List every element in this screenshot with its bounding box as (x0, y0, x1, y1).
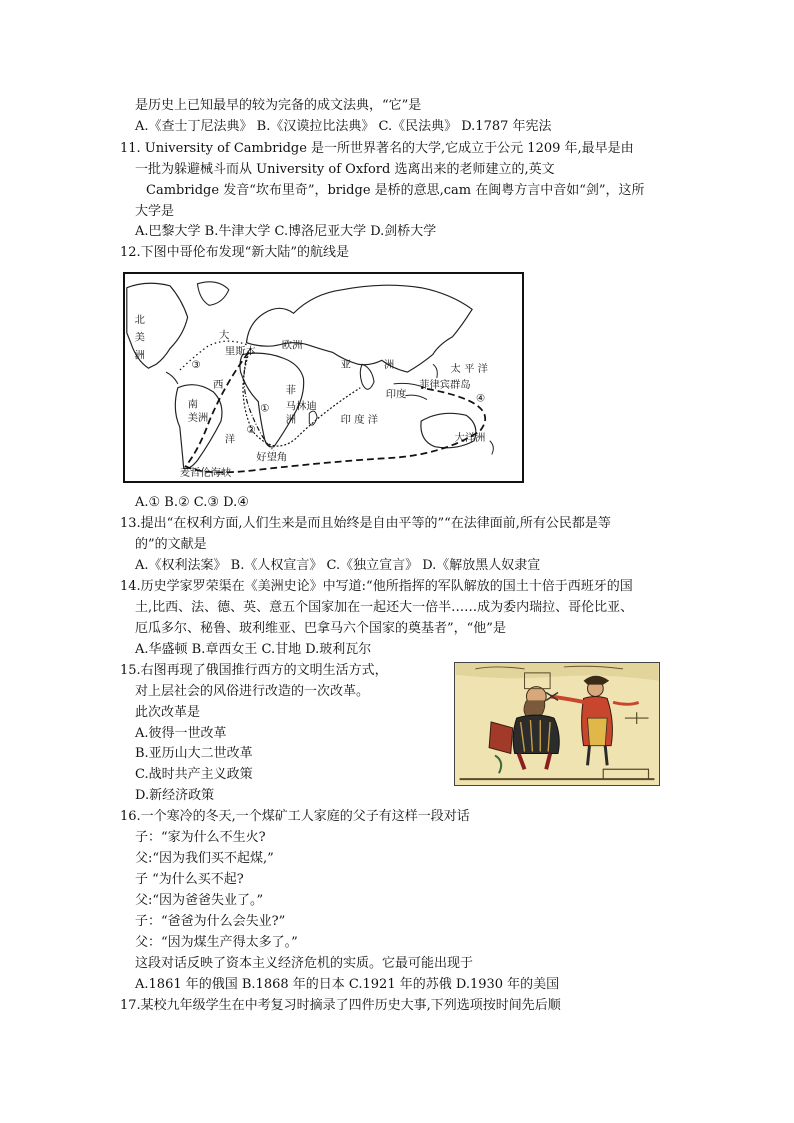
q16-dialog-1: 子：“家为什么不生火? (135, 830, 266, 845)
q17-stem: 17.某校九年级学生在中考复习时摘录了四件历史大事,下列选项按时间先后顺 (120, 998, 561, 1013)
q10-stem-tail: 是历史上已知最早的较为完备的成文法典，“它”是 (135, 98, 422, 113)
map-label-west: 西 (213, 378, 224, 391)
q15-option-b: B.亚历山大二世改革 (135, 746, 253, 761)
map-label-oceania: 大洋洲 (454, 431, 486, 444)
q16-options: A.1861 年的俄国 B.1868 年的日本 C.1921 年的苏俄 D.1930 年的美国 (135, 977, 560, 992)
map-label-yang: 洋 (224, 433, 236, 446)
q15-stem-line2: 对上层社会的风俗进行改造的一次改革。 (135, 684, 370, 699)
map-label-malindi: 马林迪 (285, 400, 317, 413)
q16-dialog-6: 父：“因为煤生产得太多了。” (135, 935, 298, 950)
q16-dialog-5: 子：“爸爸为什么会失业?” (135, 914, 286, 929)
map-label-asia1: 亚 (340, 359, 351, 372)
map-label-zhou: 洲 (285, 414, 297, 427)
map-label-europe: 欧洲 (281, 339, 303, 352)
map-route-1: ① (260, 402, 270, 415)
map-label-america1: 美 (134, 331, 145, 344)
q11-stem-line3: Cambridge 发音“坎布里奇”，bridge 是桥的意思,cam 在闽粤方言中音如“剑”，这所 (146, 183, 645, 198)
map-label-south-america1: 南 (187, 398, 198, 411)
q15-option-a: A.彼得一世改革 (135, 726, 227, 741)
q14-stem-line1: 14.历史学家罗荣渠在《美洲史论》中写道:“他所指挥的军队解放的国土十倍于西班牙的国 (120, 579, 633, 594)
q14-stem-line2: 土,比西、法、德、英、意五个国家加在一起还大一倍半……成为委内瑞拉、哥伦比亚、 (135, 600, 634, 615)
q13-stem-line2: 的”的文献是 (135, 537, 207, 552)
q14-options: A.华盛顿 B.章西女王 C.甘地 D.玻利瓦尔 (135, 642, 372, 657)
map-label-south-america2: 美洲 (187, 412, 209, 425)
map-route-4: ④ (476, 392, 486, 405)
map-label-magellan: 麦哲伦海峡 (179, 467, 232, 480)
q16-dialog-2: 父:“因为我们买不起煤,” (135, 851, 274, 866)
q11-stem-line2: 一批为躲避械斗而从 University of Oxford 选离出来的老师建立的,英文 (135, 162, 555, 177)
q13-stem-line1: 13.提出“在权利方面,人们生来是而且始终是自由平等的”“在法律面前,所有公民都是等 (120, 516, 611, 531)
map-label-america2: 洲 (134, 349, 145, 362)
map-label-lisbon: 里斯本 (224, 345, 256, 358)
beard-cutting-illustration (454, 662, 660, 786)
map-label-indian-ocean: 印 度 洋 (340, 414, 379, 427)
q12-options: A.① B.② C.③ D.④ (135, 495, 249, 510)
map-label-philippines: 菲律宾群岛 (419, 378, 471, 391)
map-route-2: ② (246, 423, 256, 436)
q15-option-d: D.新经济政策 (135, 788, 215, 803)
q14-stem-line3: 厄瓜多尔、秘鲁、玻利维亚、巴拿马六个国家的奠基者”，“他”是 (135, 621, 506, 636)
q15-stem-line3: 此次改革是 (135, 705, 201, 720)
map-label-cape: 好望角 (256, 451, 288, 464)
columbus-route-map (123, 272, 524, 483)
map-label-pacific: 太 平 洋 (450, 363, 488, 376)
map-label-india: 印度 (385, 388, 407, 401)
q10-options: A.《查士丁尼法典》 B.《汉谟拉比法典》 C.《民法典》 D.1787 年宪法 (135, 119, 552, 134)
q11-stem-line1: 11. University of Cambridge 是一所世界著名的大学,它成立于公元 1209 年,最早是由 (120, 141, 634, 156)
q15-option-c: C.战时共产主义政策 (135, 767, 253, 782)
q11-options: A.巴黎大学 B.牛津大学 C.博洛尼亚大学 D.剑桥大学 (135, 224, 437, 239)
map-label-da: 大 (219, 329, 230, 342)
map-label-north: 北 (134, 314, 145, 327)
map-route-3: ③ (191, 359, 201, 372)
q16-dialog-4: 父:“因为爸爸失业了。” (135, 893, 264, 908)
q13-options: A.《权利法案》 B.《人权宣言》 C.《独立宣言》 D.《解放黑人奴隶宣 (135, 558, 541, 573)
q16-question: 这段对话反映了资本主义经济危机的实质。它最可能出现于 (135, 956, 474, 971)
q16-dialog-3: 子 “为什么买不起? (135, 872, 244, 887)
q12-stem: 12.下图中哥伦布发现“新大陆”的航线是 (120, 245, 349, 260)
q15-stem-line1: 15.右图再现了俄国推行西方的文明生活方式， (120, 663, 388, 678)
map-label-fei: 菲 (285, 384, 297, 397)
q16-stem: 16.一个寒冷的冬天,一个煤矿工人家庭的父子有这样一段对话 (120, 809, 470, 824)
q11-stem-line4: 大学是 (135, 204, 175, 219)
map-label-asia2: 洲 (383, 359, 395, 372)
